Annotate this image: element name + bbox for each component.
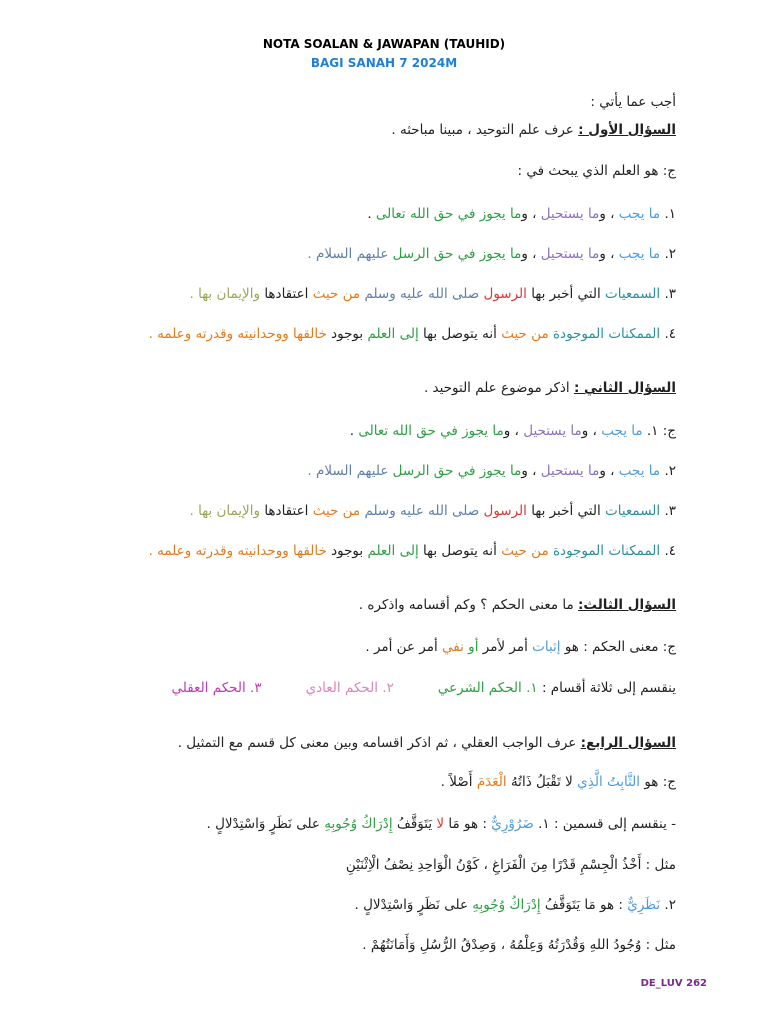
q1-item-3 — [190, 285, 677, 303]
phrase-text: يَتَوَقَّفُ — [392, 816, 437, 832]
phrase-wajib: ما يجب — [618, 246, 665, 262]
phrase-idrak: إِدْرَاكُ وُجُوبِهِ — [324, 816, 393, 832]
q1-line — [391, 121, 676, 139]
phrase-text: بوجود — [326, 326, 368, 342]
phrase-rasul: الرسول — [483, 503, 527, 519]
document-subtitle: BAGI SANAH 7 2024M — [310, 56, 458, 70]
phrase-jaiz: ما يجوز في حق الله تعالى — [358, 423, 504, 439]
phrase-samiyyat: السمعيات — [605, 286, 665, 302]
q2-item-4 — [149, 542, 676, 560]
phrase-salawat: صلى الله عليه وسلم — [360, 503, 484, 519]
item-number: ٣. — [664, 503, 676, 519]
phrase-min-haith: من حيث — [312, 286, 361, 302]
phrase-wajib: ما يجب — [618, 206, 665, 222]
separator: ، و — [599, 246, 619, 262]
phrase-min-haith: من حيث — [501, 543, 549, 559]
phrase-idrak: إِدْرَاكُ وُجُوبِهِ — [472, 897, 541, 913]
phrase-ithbat: إثبات — [532, 639, 561, 655]
q2-label: السؤال الثاني : — [573, 380, 676, 396]
phrase-wajib: ما يجب — [618, 463, 665, 479]
division-aqli: ٣. الحكم العقلي — [171, 680, 262, 696]
phrase-wajib: ما يجب — [601, 423, 647, 439]
separator: ، و — [503, 423, 524, 439]
q4-division-2 — [355, 896, 676, 914]
phrase-text: أمر عن أمر . — [365, 639, 443, 655]
phrase-ila-ilm: إلى العلم — [367, 543, 419, 559]
phrase-text: : هو مَا يَتَوَقَّفُ — [540, 897, 628, 913]
phrase-min-haith: من حيث — [312, 503, 361, 519]
phrase-text: ينقسم إلى ثلاثة أقسام : — [537, 680, 676, 696]
phrase-text: ج: معنى الحكم : هو — [560, 639, 676, 655]
separator: ، و — [521, 206, 541, 222]
item-number: ٤. — [664, 326, 676, 342]
item-number: ١. — [664, 206, 676, 222]
separator: ، و — [521, 463, 541, 479]
q4-answer — [441, 773, 676, 791]
q3-definition — [365, 638, 676, 656]
phrase-khaliq: خالقها ووحدانيته وقدرته وعلمه . — [148, 543, 327, 559]
q4-example-1: مثل : أَخْذُ الْجِسْمِ قَدْرًا مِنَ الْفَرَاغِ ، كَوْنُ الْوَاحِدِ نِصْفُ الْاِثْنَيْنِ — [345, 857, 676, 873]
q2-item-1 — [350, 422, 676, 440]
phrase-text: ٢. — [660, 897, 676, 913]
phrase-text: على نَظَرٍ وَاسْتِدْلالٍ . — [206, 816, 325, 832]
q2-text: اذكر موضوع علم التوحيد . — [423, 380, 574, 396]
item-number: ج: ١. — [646, 423, 676, 439]
item-number: ٣. — [664, 286, 676, 302]
footer-code: DE_LUV 262 — [640, 978, 707, 989]
q3-divisions — [172, 679, 677, 697]
item-number: ٢. — [664, 246, 676, 262]
item-number: ٤. — [664, 543, 676, 559]
q4-division-1 — [207, 815, 676, 833]
separator: ، و — [581, 423, 602, 439]
phrase-samiyyat: السمعيات — [605, 503, 665, 519]
phrase-jaiz: ما يجوز في حق الرسل — [392, 463, 522, 479]
phrase-text: لا تَقْبَلُ ذَاتُهُ — [506, 774, 578, 790]
phrase-nafy: نفي — [442, 639, 464, 655]
separator: ، و — [599, 206, 619, 222]
q2-item-3 — [190, 502, 677, 520]
phrase-min-haith: من حيث — [501, 326, 549, 342]
item-number: ٢. — [664, 463, 676, 479]
q1-label: السؤال الأول : — [578, 122, 676, 138]
phrase-thabit: الثَّابِتُ الَّذِي — [577, 774, 641, 790]
q4-text: عرف الواجب العقلي ، ثم اذكر اقسامه وبين معنى كل قسم مع التمثيل . — [177, 735, 581, 751]
phrase-mustahil: ما يستحيل — [540, 206, 600, 222]
q4-example-2: مثل : وُجُودُ اللهِ وَقُدْرَتُهُ وَعِلْمُهُ ، وَصِدْقُ الرُّسُلِ وَأَمَانَتُهُمْ . — [362, 937, 676, 953]
phrase-mustahil: ما يستحيل — [540, 463, 600, 479]
q4-line — [178, 734, 676, 752]
q2-item-2 — [307, 462, 676, 480]
phrase-text: التي أخبر بها — [526, 286, 606, 302]
phrase-text: أنه يتوصل بها — [418, 326, 502, 342]
phrase-jaiz: ما يجوز في حق الرسل — [392, 246, 522, 262]
phrase-text: اعتقادها — [260, 286, 313, 302]
q1-item-2 — [307, 245, 676, 263]
phrase-ila-ilm: إلى العلم — [367, 326, 419, 342]
phrase-text: بوجود — [326, 543, 368, 559]
q2-line — [424, 379, 676, 397]
phrase-alaihim: عليهم السلام . — [307, 463, 393, 479]
phrase-khaliq: خالقها ووحدانيته وقدرته وعلمه . — [148, 326, 327, 342]
phrase-daruri: ضَرُوْرِيٌّ — [491, 816, 534, 832]
phrase-adam: الْعَدَمَ — [476, 774, 507, 790]
q1-item-1 — [367, 205, 676, 223]
separator: ، و — [599, 463, 619, 479]
phrase-text: ج: هو — [640, 774, 676, 790]
phrase-la: لا — [436, 816, 445, 832]
phrase-iman: والإيمان بها . — [189, 503, 261, 519]
phrase-rasul: الرسول — [483, 286, 527, 302]
phrase-text: التي أخبر بها — [526, 503, 606, 519]
phrase-text: اعتقادها — [260, 503, 313, 519]
line-end: . — [367, 206, 376, 222]
phrase-mumkinat: الممكنات الموجودة — [548, 326, 665, 342]
phrase-iman: والإيمان بها . — [189, 286, 261, 302]
q1-item-4 — [149, 325, 676, 343]
phrase-alaihim: عليهم السلام . — [307, 246, 393, 262]
line-end: . — [349, 423, 359, 439]
phrase-jaiz: ما يجوز في حق الله تعالى — [375, 206, 522, 222]
q1-text: عرف علم التوحيد ، مبينا مباحثه . — [391, 122, 579, 138]
q3-text: ما معنى الحكم ؟ وكم أقسامه واذكره . — [358, 597, 579, 613]
intro-line: أجب عما يأتي : — [590, 94, 676, 110]
phrase-aw: أو — [468, 639, 479, 655]
division-shari: ١. الحكم الشرعي — [437, 680, 538, 696]
phrase-mustahil: ما يستحيل — [540, 246, 600, 262]
phrase-text: - ينقسم إلى قسمين : ١. — [533, 816, 676, 832]
division-adi: ٢. الحكم العادي — [305, 680, 394, 696]
phrase-mustahil: ما يستحيل — [523, 423, 582, 439]
phrase-text: : هو مَا — [444, 816, 492, 832]
phrase-text: أمر لأمر — [478, 639, 533, 655]
phrase-nazari: نَظَرِيٌّ — [627, 897, 661, 913]
q4-label: السؤال الرابع: — [580, 735, 676, 751]
separator: ، و — [521, 246, 541, 262]
phrase-mumkinat: الممكنات الموجودة — [548, 543, 665, 559]
document-title: NOTA SOALAN & JAWAPAN (TAUHID) — [262, 37, 506, 51]
phrase-text: على نَظَرٍ وَاسْتِدْلالٍ . — [354, 897, 473, 913]
q1-answer: ج: هو العلم الذي يبحث في : — [517, 163, 676, 179]
phrase-salawat: صلى الله عليه وسلم — [360, 286, 484, 302]
q3-line — [359, 596, 676, 614]
phrase-text: أَصْلاً . — [440, 774, 477, 790]
q3-label: السؤال الثالث: — [578, 597, 676, 613]
phrase-text: أنه يتوصل بها — [418, 543, 502, 559]
